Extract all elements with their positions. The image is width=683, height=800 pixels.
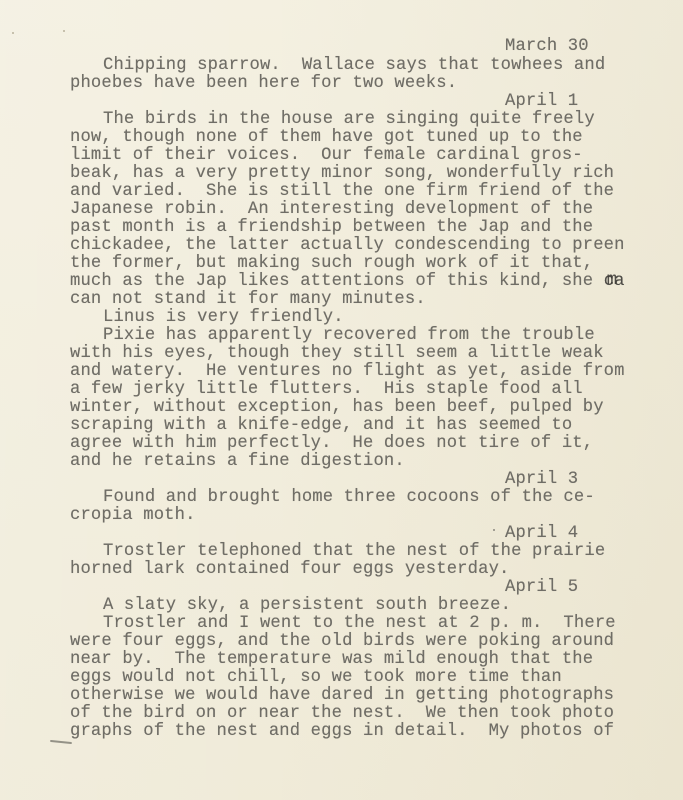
entry-text-line: cropia moth. [70,506,196,525]
entry-text-line: winter, without exception, has been beef, pulped by [70,398,604,417]
entry-text-line: chickadee, the latter actually condescending to preen [70,236,625,255]
entry-text-line: of the bird on or near the nest. We then took photo [70,704,615,723]
entry-text-line: Linus is very friendly. [103,308,344,327]
entry-text-line: eggs would not chill, so we took more time than [70,668,562,687]
entry-text-line: with his eyes, though they still seem a little weak [70,344,604,363]
pencil-mark [50,740,72,744]
entry-text-line: agree with him perfectly. He does not tire of it, [70,434,594,453]
entry-text-line: near by. The temperature was mild enough that the [70,650,594,669]
entry-date-april-4: April 4 [505,524,579,543]
entry-date-april-5: April 5 [505,578,579,597]
entry-text-line: were four eggs, and the old birds were poking around [70,632,615,651]
entry-text-line: and varied. She is still the one firm friend of the [70,182,615,201]
entry-text-line: a few jerky little flutters. His staple food all [70,380,583,399]
entry-text-line: The birds in the house are singing quite freely [103,110,595,129]
entry-text-line-with-overstrike [70,273,625,291]
entry-text-line: Pixie has apparently recovered from the trouble [103,326,595,345]
entry-date-march-30: March 30 [505,37,589,56]
entry-text-line: phoebes have been here for two weeks. [70,74,458,93]
entry-text-line: Found and brought home three cocoons of the ce- [103,488,595,507]
stray-ink-dot [493,529,495,531]
entry-text-line: Japanese robin. An interesting development of the [70,200,594,219]
entry-text-line: graphs of the nest and eggs in detail. My photos of [70,722,615,741]
paper-speck [63,30,65,32]
entry-text-line: beak, has a very pretty minor song, wonderfully rich [70,164,615,183]
entry-text-line: horned lark contained four eggs yesterday. [70,560,510,579]
entry-text-line: scraping with a knife-edge, and it has seemed to [70,416,573,435]
paper-speck [12,32,14,34]
entry-text-fragment: much as the Jap likes attentions of this kind, she [70,272,604,291]
entry-text-line: Trostler and I went to the nest at 2 p. m. There [103,614,616,633]
entry-text-line: can not stand it for many minutes. [70,290,426,309]
entry-date-april-3: April 3 [505,470,579,489]
entry-text-line: A slaty sky, a persistent south breeze. [103,596,512,615]
entry-text-line: Chipping sparrow. Wallace says that towhees and [103,56,606,75]
entry-text-line: Trostler telephoned that the nest of the prairie [103,542,606,561]
entry-text-line: the former, but making such rough work of it that, [70,254,594,273]
typewriter-overstrike: ca m [604,272,625,291]
entry-text-line: and watery. He ventures no flight as yet, aside from [70,362,625,381]
entry-text-line: otherwise we would have dared in getting photographs [70,686,615,705]
entry-text-line: now, though none of them have got tuned up to the [70,128,583,147]
entry-date-april-1: April 1 [505,92,579,111]
entry-text-line: and he retains a fine digestion. [70,452,405,471]
entry-text-line: past month is a friendship between the Jap and the [70,218,594,237]
entry-text-line: limit of their voices. Our female cardinal gros- [70,146,583,165]
